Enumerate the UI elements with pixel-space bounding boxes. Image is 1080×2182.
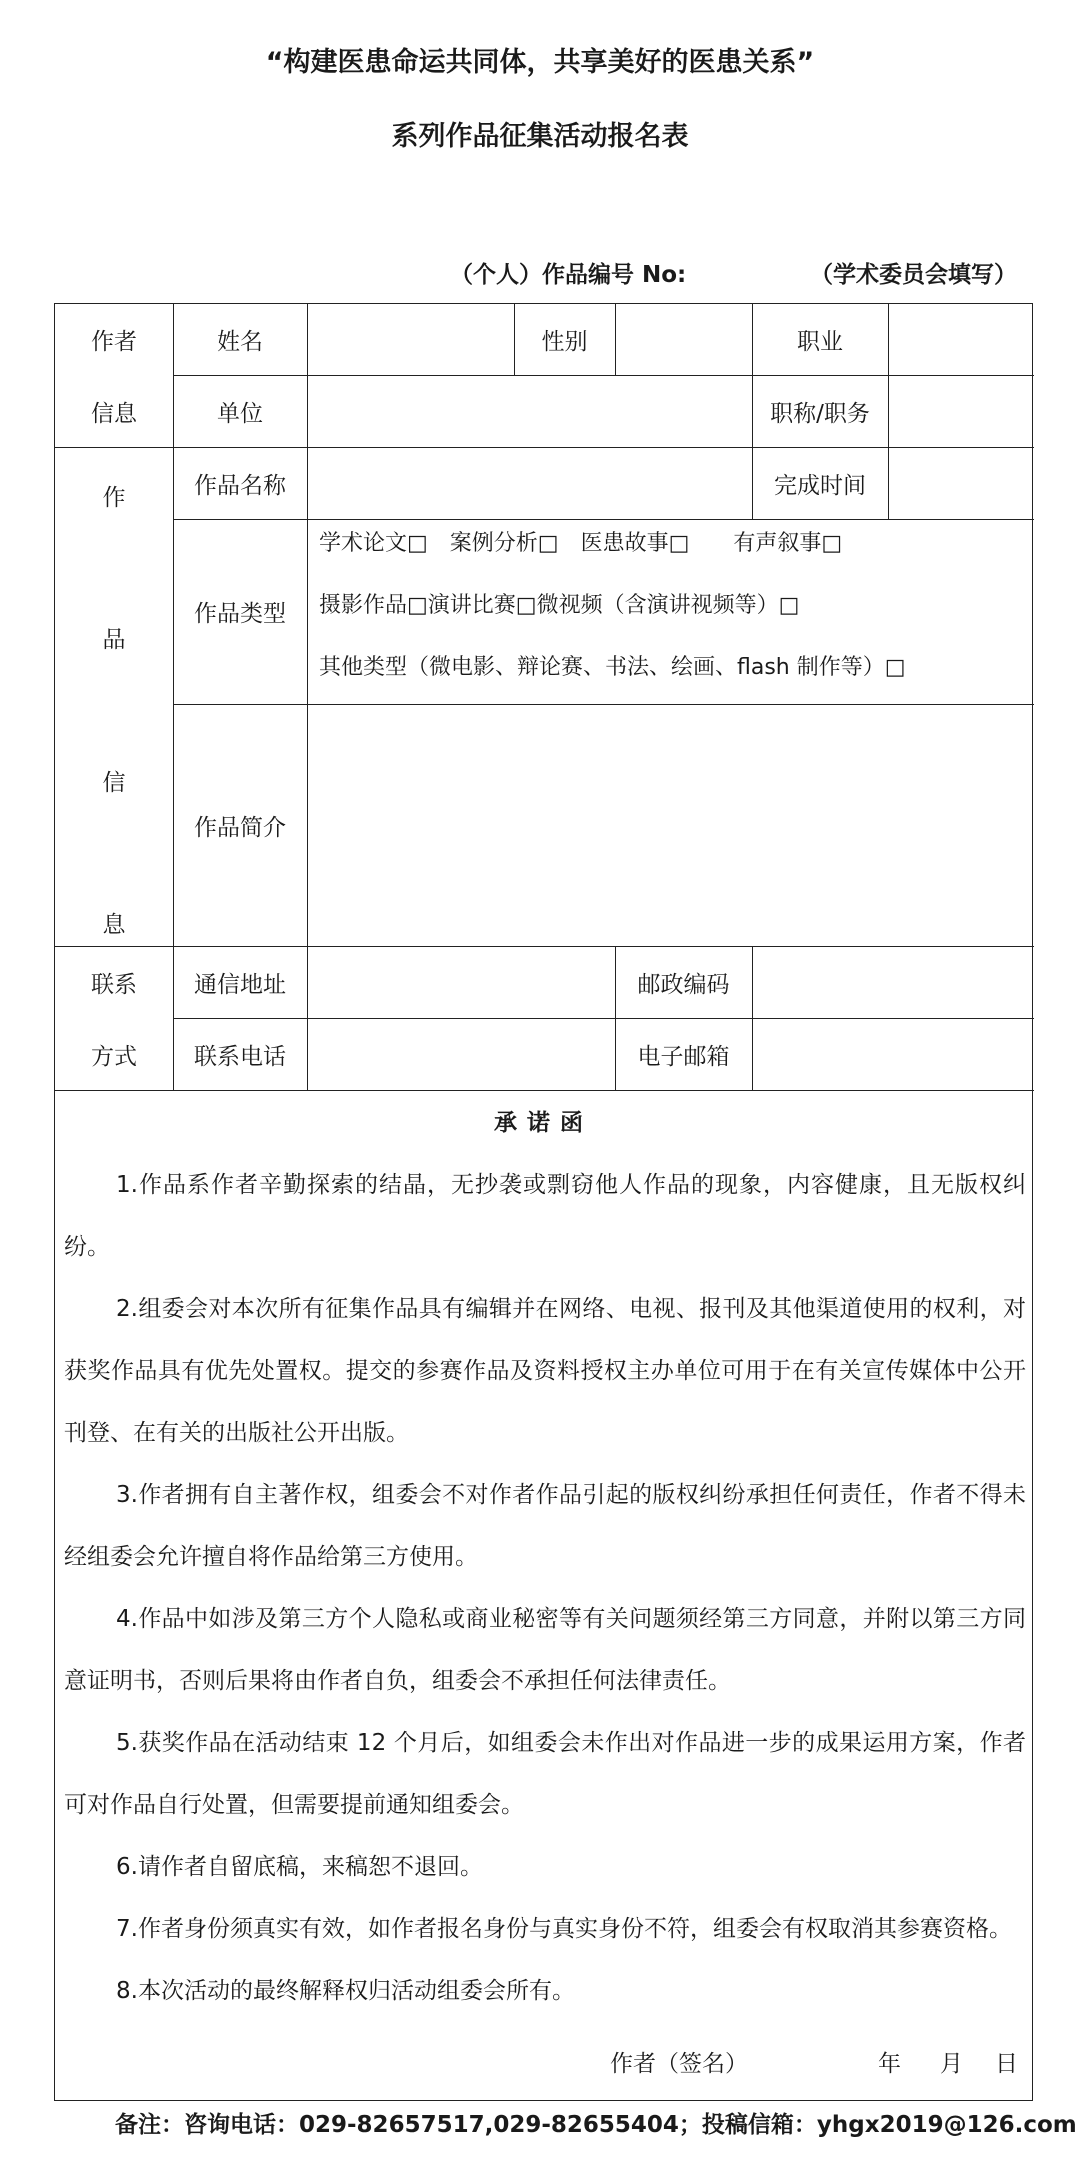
work-summary-field[interactable] bbox=[307, 704, 1034, 946]
pledge-item: 6.请作者自留底稿，来稿恕不退回。 bbox=[116, 1854, 483, 1880]
occupation-field[interactable] bbox=[888, 304, 1034, 375]
work-type-options-line[interactable]: 摄影作品□演讲比赛□微视频（含演讲视频等）□ bbox=[319, 593, 800, 618]
work-name-label: 作品名称 bbox=[194, 472, 286, 499]
postcode-label: 邮政编码 bbox=[637, 971, 730, 998]
address-label: 通信地址 bbox=[194, 971, 286, 998]
contact-label-2: 方式 bbox=[91, 1043, 137, 1070]
gender-field[interactable] bbox=[615, 304, 752, 375]
address-field[interactable] bbox=[307, 946, 615, 1018]
committee-fill-note: （学术委员会填写） bbox=[810, 262, 1017, 288]
contact-label-1: 联系 bbox=[91, 971, 137, 998]
work-info-label-char: 作 bbox=[102, 484, 126, 511]
pledge-title: 承诺函 bbox=[494, 1110, 593, 1136]
unit-label: 单位 bbox=[217, 400, 263, 427]
footer-contact-note: 备注：咨询电话：029-82657517,029-82655404；投稿信箱：yhgx2019@126.com bbox=[115, 2112, 1077, 2138]
name-label: 姓名 bbox=[217, 329, 263, 355]
title-position-label: 职称/职务 bbox=[770, 400, 870, 427]
occupation-label: 职业 bbox=[797, 329, 843, 355]
work-info-label-char: 息 bbox=[102, 911, 126, 938]
author-info-label-2: 信息 bbox=[91, 400, 137, 427]
author-signature-label: 作者（签名） bbox=[610, 2051, 748, 2077]
form-title-line2: 系列作品征集活动报名表 bbox=[391, 121, 689, 152]
pledge-item: 7.作者身份须真实有效，如作者报名身份与真实身份不符，组委会有权取消其参赛资格。 bbox=[116, 1916, 1012, 1942]
pledge-item: 3.作者拥有自主著作权，组委会不对作者作品引起的版权纠纷承担任何责任，作者不得未经组委会允许擅自将作品给第三方使用。 bbox=[64, 1482, 1026, 1570]
work-type-options-line[interactable]: 学术论文□ 案例分析□ 医患故事□ 有声叙事□ bbox=[319, 531, 843, 556]
work-info-label-char: 品 bbox=[102, 626, 126, 653]
date-month-label: 月 bbox=[940, 2051, 963, 2077]
pledge-item: 4.作品中如涉及第三方个人隐私或商业秘密等有关问题须经第三方同意，并附以第三方同意证明书，否则后果将由作者自负，组委会不承担任何法律责任。 bbox=[64, 1606, 1026, 1694]
email-label: 电子邮箱 bbox=[637, 1043, 730, 1070]
form-title-line1: “构建医患命运共同体，共享美好的医患关系” bbox=[265, 47, 815, 78]
work-name-field[interactable] bbox=[307, 447, 752, 519]
unit-field[interactable] bbox=[307, 375, 752, 447]
work-type-options-line[interactable]: 其他类型（微电影、辩论赛、书法、绘画、flash 制作等）□ bbox=[319, 655, 906, 680]
phone-label: 联系电话 bbox=[194, 1043, 286, 1070]
pledge-item: 8.本次活动的最终解释权归活动组委会所有。 bbox=[116, 1978, 575, 2004]
work-summary-label: 作品简介 bbox=[194, 814, 286, 841]
row-divider bbox=[55, 1090, 1034, 1091]
completion-time-label: 完成时间 bbox=[774, 472, 866, 499]
date-year-label: 年 bbox=[878, 2051, 901, 2077]
title-position-field[interactable] bbox=[888, 375, 1034, 447]
date-day-label: 日 bbox=[995, 2051, 1018, 2077]
phone-field[interactable] bbox=[307, 1018, 615, 1090]
postcode-field[interactable] bbox=[752, 946, 1034, 1018]
pledge-item: 5.获奖作品在活动结束 12 个月后，如组委会未作出对作品进一步的成果运用方案，作者可对作品自行处置，但需要提前通知组委会。 bbox=[64, 1730, 1026, 1818]
name-field[interactable] bbox=[307, 304, 514, 375]
pledge-item: 2.组委会对本次所有征集作品具有编辑并在网络、电视、报刊及其他渠道使用的权利，对获奖作品具有优先处置权。提交的参赛作品及资料授权主办单位可用于在有关宣传媒体中公开刊登、在有关的出版社公开出版。 bbox=[64, 1296, 1026, 1446]
pledge-item: 1.作品系作者辛勤探索的结晶，无抄袭或剽窃他人作品的现象，内容健康，且无版权纠纷。 bbox=[64, 1172, 1026, 1260]
completion-time-field[interactable] bbox=[888, 447, 1034, 519]
work-info-label-char: 信 bbox=[102, 769, 126, 796]
gender-label: 性别 bbox=[541, 329, 588, 355]
work-number-label: （个人）作品编号 No: bbox=[450, 262, 687, 288]
email-field[interactable] bbox=[752, 1018, 1034, 1090]
work-type-label: 作品类型 bbox=[194, 601, 286, 627]
author-info-label-1: 作者 bbox=[91, 329, 137, 355]
